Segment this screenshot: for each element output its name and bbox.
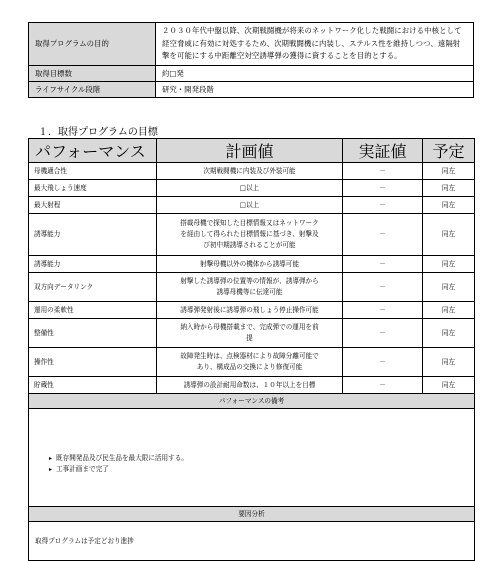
plan-line: 誘導母機等に伝達可能 [216, 288, 283, 296]
evidence-value: － [343, 214, 423, 256]
performance-name: 整備性 [29, 319, 157, 348]
forecast-value: 同左 [423, 273, 475, 302]
forecast-value: 同左 [423, 377, 475, 394]
plan-line: 誘導弾の設計耐用命数は、１０年以上を目標 [183, 380, 316, 389]
forecast-value: 同左 [423, 197, 475, 214]
plan-value [157, 319, 343, 348]
quantity-label: 取得目標数 [29, 65, 156, 81]
section-title: １．取得プログラムの目標 [38, 127, 158, 138]
table-row [29, 256, 475, 273]
evidence-value: － [343, 302, 423, 319]
forecast-value: 同左 [423, 180, 475, 197]
note-item: ▸ 既存開発品及び民生品を最大限に活用する。 [49, 453, 474, 464]
plan-line: 射撃した誘導弾の位置等の情報が、誘導弾から [180, 277, 319, 285]
performance-name: 最大射程 [29, 197, 157, 214]
table-row [29, 163, 475, 180]
plan-value [157, 377, 343, 394]
plan-value [157, 197, 343, 214]
info-table [28, 22, 474, 98]
performance-name: 母機適合性 [29, 163, 157, 180]
table-row [29, 302, 475, 319]
lifecycle-label: ライフサイクル段階 [29, 81, 156, 97]
forecast-value: 同左 [423, 163, 475, 180]
plan-line: 次期戦闘機に内装及び外装可能 [203, 166, 296, 175]
forecast-value: 同左 [423, 348, 475, 377]
factor-header: 要因分析 [29, 507, 475, 522]
performance-name: 双方向データリンク [29, 273, 157, 302]
performance-name: 運用の柔軟性 [29, 302, 157, 319]
table-row [29, 319, 475, 348]
forecast-value: 同左 [423, 302, 475, 319]
evidence-value: － [343, 180, 423, 197]
performance-name: 誘導能力 [29, 256, 157, 273]
notes-header: パフォーマンスの備考 [29, 394, 475, 409]
plan-line: び初中期誘導されることが可能 [203, 241, 296, 249]
forecast-value: 同左 [423, 214, 475, 256]
note-item: ▸ 工事計画まで完了 [49, 464, 474, 475]
plan-value [157, 256, 343, 273]
forecast-value: 同左 [423, 319, 475, 348]
evidence-value: － [343, 348, 423, 377]
evidence-value: － [343, 163, 423, 180]
plan-value [157, 302, 343, 319]
table-row [29, 180, 475, 197]
plan-value [157, 348, 343, 377]
header-performance: パフォーマンス [29, 139, 157, 163]
plan-line: 誘導弾発射後に誘導弾の飛しょう停止操作可能 [180, 305, 319, 314]
plan-line: 搭載母機で探知した目標情報又はネットワーク [180, 219, 319, 227]
evidence-value: － [343, 319, 423, 348]
notes-body [29, 409, 475, 507]
plan-line: 納入時から母機搭載まで、完成弾での運用を前 [180, 323, 319, 331]
evidence-value: － [343, 197, 423, 214]
plan-value [157, 273, 343, 302]
quantity-value: 約□発 [156, 65, 474, 81]
goals-table [28, 138, 475, 561]
plan-line: を経由して得られた目標情報に基づき、射撃及 [180, 230, 319, 238]
forecast-value: 同左 [423, 256, 475, 273]
factor-text: 取得プログラムは予定どおり進捗 [29, 522, 475, 561]
header-forecast: 予定 [423, 139, 475, 163]
table-row [29, 214, 475, 256]
header-evidence: 実証値 [343, 139, 423, 163]
table-row [29, 273, 475, 302]
evidence-value: － [343, 256, 423, 273]
plan-value [157, 180, 343, 197]
table-row [29, 348, 475, 377]
header-plan: 計画値 [157, 139, 343, 163]
performance-name: 最大飛しょう速度 [29, 180, 157, 197]
purpose-text: ２０３０年代中盤以降、次期戦闘機が将来のネットワーク化した戦闘における中核として経空脅威に有効に対処するため、次期戦闘機に内装し、ステルス性を維持しつつ、遠隔射撃を可能にする中距離空対空誘導弾の獲得に資することを目的とする。 [156, 23, 474, 66]
plan-line: □以上 [239, 183, 260, 192]
evidence-value: － [343, 377, 423, 394]
notes-list [29, 409, 474, 475]
lifecycle-value: 研究・開発段階 [156, 81, 474, 97]
evidence-value: － [343, 273, 423, 302]
performance-name: 操作性 [29, 348, 157, 377]
plan-value [157, 163, 343, 180]
purpose-label: 取得プログラムの目的 [29, 23, 156, 66]
table-row [29, 197, 475, 214]
plan-value [157, 214, 343, 256]
plan-line: 提 [246, 334, 253, 342]
table-row [29, 377, 475, 394]
performance-name: 貯蔵性 [29, 377, 157, 394]
plan-line: あり、構成品の交換により修復可能 [196, 363, 303, 371]
performance-name: 誘導能力 [29, 214, 157, 256]
plan-line: 射撃母機以外の機体から誘導可能 [200, 259, 299, 268]
plan-line: □以上 [239, 200, 260, 209]
plan-line: 故障発生時は、点検器材により故障分離可能で [180, 352, 319, 360]
